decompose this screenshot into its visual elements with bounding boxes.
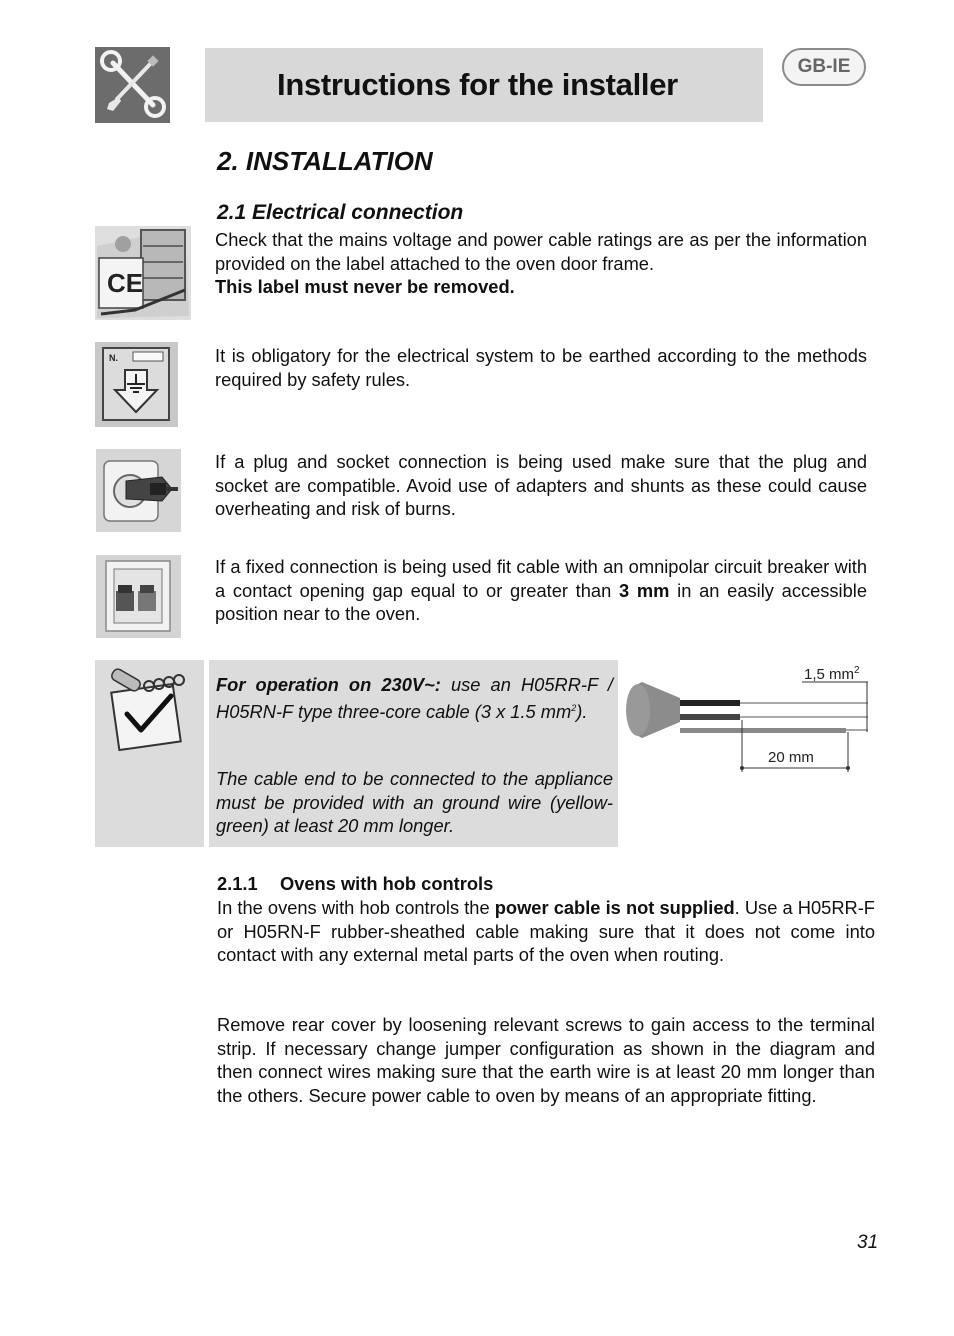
paragraph-hob-cable [217,896,875,967]
note-cable-spec-end: ). [576,700,588,722]
ce-label-icon [95,226,191,320]
gap-value: 3 mm [619,579,670,601]
tools-icon [95,47,170,123]
fixed-connection-text-a: If a fixed connection is being used fit cable with an omnipolar circuit breaker with a contact opening gap equal to or greater than [215,556,867,601]
note-cable-spec: use an H05RR-F / H05RN-F type three-core cable (3 x 1.5 mm [216,674,614,722]
page-title: Instructions for the installer [277,67,678,102]
paragraph-fixed-connection [215,555,867,626]
paragraph-label-info [215,228,867,299]
paragraph-plug-socket: If a plug and socket connection is being used make sure that the plug and socket are compatible. Avoid use of adapters and shunts as these could cause overheating and risk of burns. [215,451,867,519]
note-bold-lead: For operation on 230V~: [216,674,441,695]
paragraph-earthing: It is obligatory for the electrical system to be earthed according to the methods required by safety rules. [215,345,867,390]
svg-text:CE: CE [107,268,144,298]
paragraph-terminal-strip: Remove rear cover by loosening relevant screws to gain access to the terminal strip. If necessary change jumper configuration as shown in the diagram and then connect wires making sure that the earth wire is at least 20 mm longer than the others. Secure power cable to oven by means of an appropriate fitting. [217,1014,875,1106]
section-title: 2. INSTALLATION [217,146,433,176]
note-ground-wire: The cable end to be connected to the appliance must be provided with an ground wire (yellow-green) at least 20 mm longer. [216,768,613,836]
strip-length-label: 20 mm [768,749,814,766]
hob-cable-text-b: . Use a H05RR-F or H05RN-F rubber-sheathed cable making sure that it does not come into contact with any external metal parts of the oven when routing. [217,897,875,965]
subsubsection-number: 2.1.1 [217,873,258,894]
subsubsection-title [217,873,493,895]
note-icon-panel [95,660,204,847]
ground-label: N. [109,353,118,363]
cable-section-label: 1,5 $mm^2$ [804,665,860,683]
note-superscript: 2 [571,702,577,713]
header-bar [205,48,763,122]
plug-socket-icon [96,449,181,532]
label-info-text: Check that the mains voltage and power cable ratings are as per the information provided on the label attached to the oven door frame. [215,229,867,274]
fixed-connection-text-b: in an easily accessible position near to the oven. [215,579,868,624]
page-number: 31 [857,1232,879,1253]
subsubsection-heading: Ovens with hob controls [280,873,494,894]
cable-diagram [624,660,874,776]
note-operation-230v [216,673,613,723]
cable-not-supplied: power cable is not supplied [494,897,735,918]
hob-cable-text-a: In the ovens with hob controls the [217,897,495,918]
region-badge: GB-IE [782,48,866,86]
circuit-breaker-icon [96,555,181,638]
ground-earth-icon [95,342,178,427]
subsection-title: 2.1 Electrical connection [217,201,464,224]
label-warning-text: This label must never be removed. [215,276,515,297]
